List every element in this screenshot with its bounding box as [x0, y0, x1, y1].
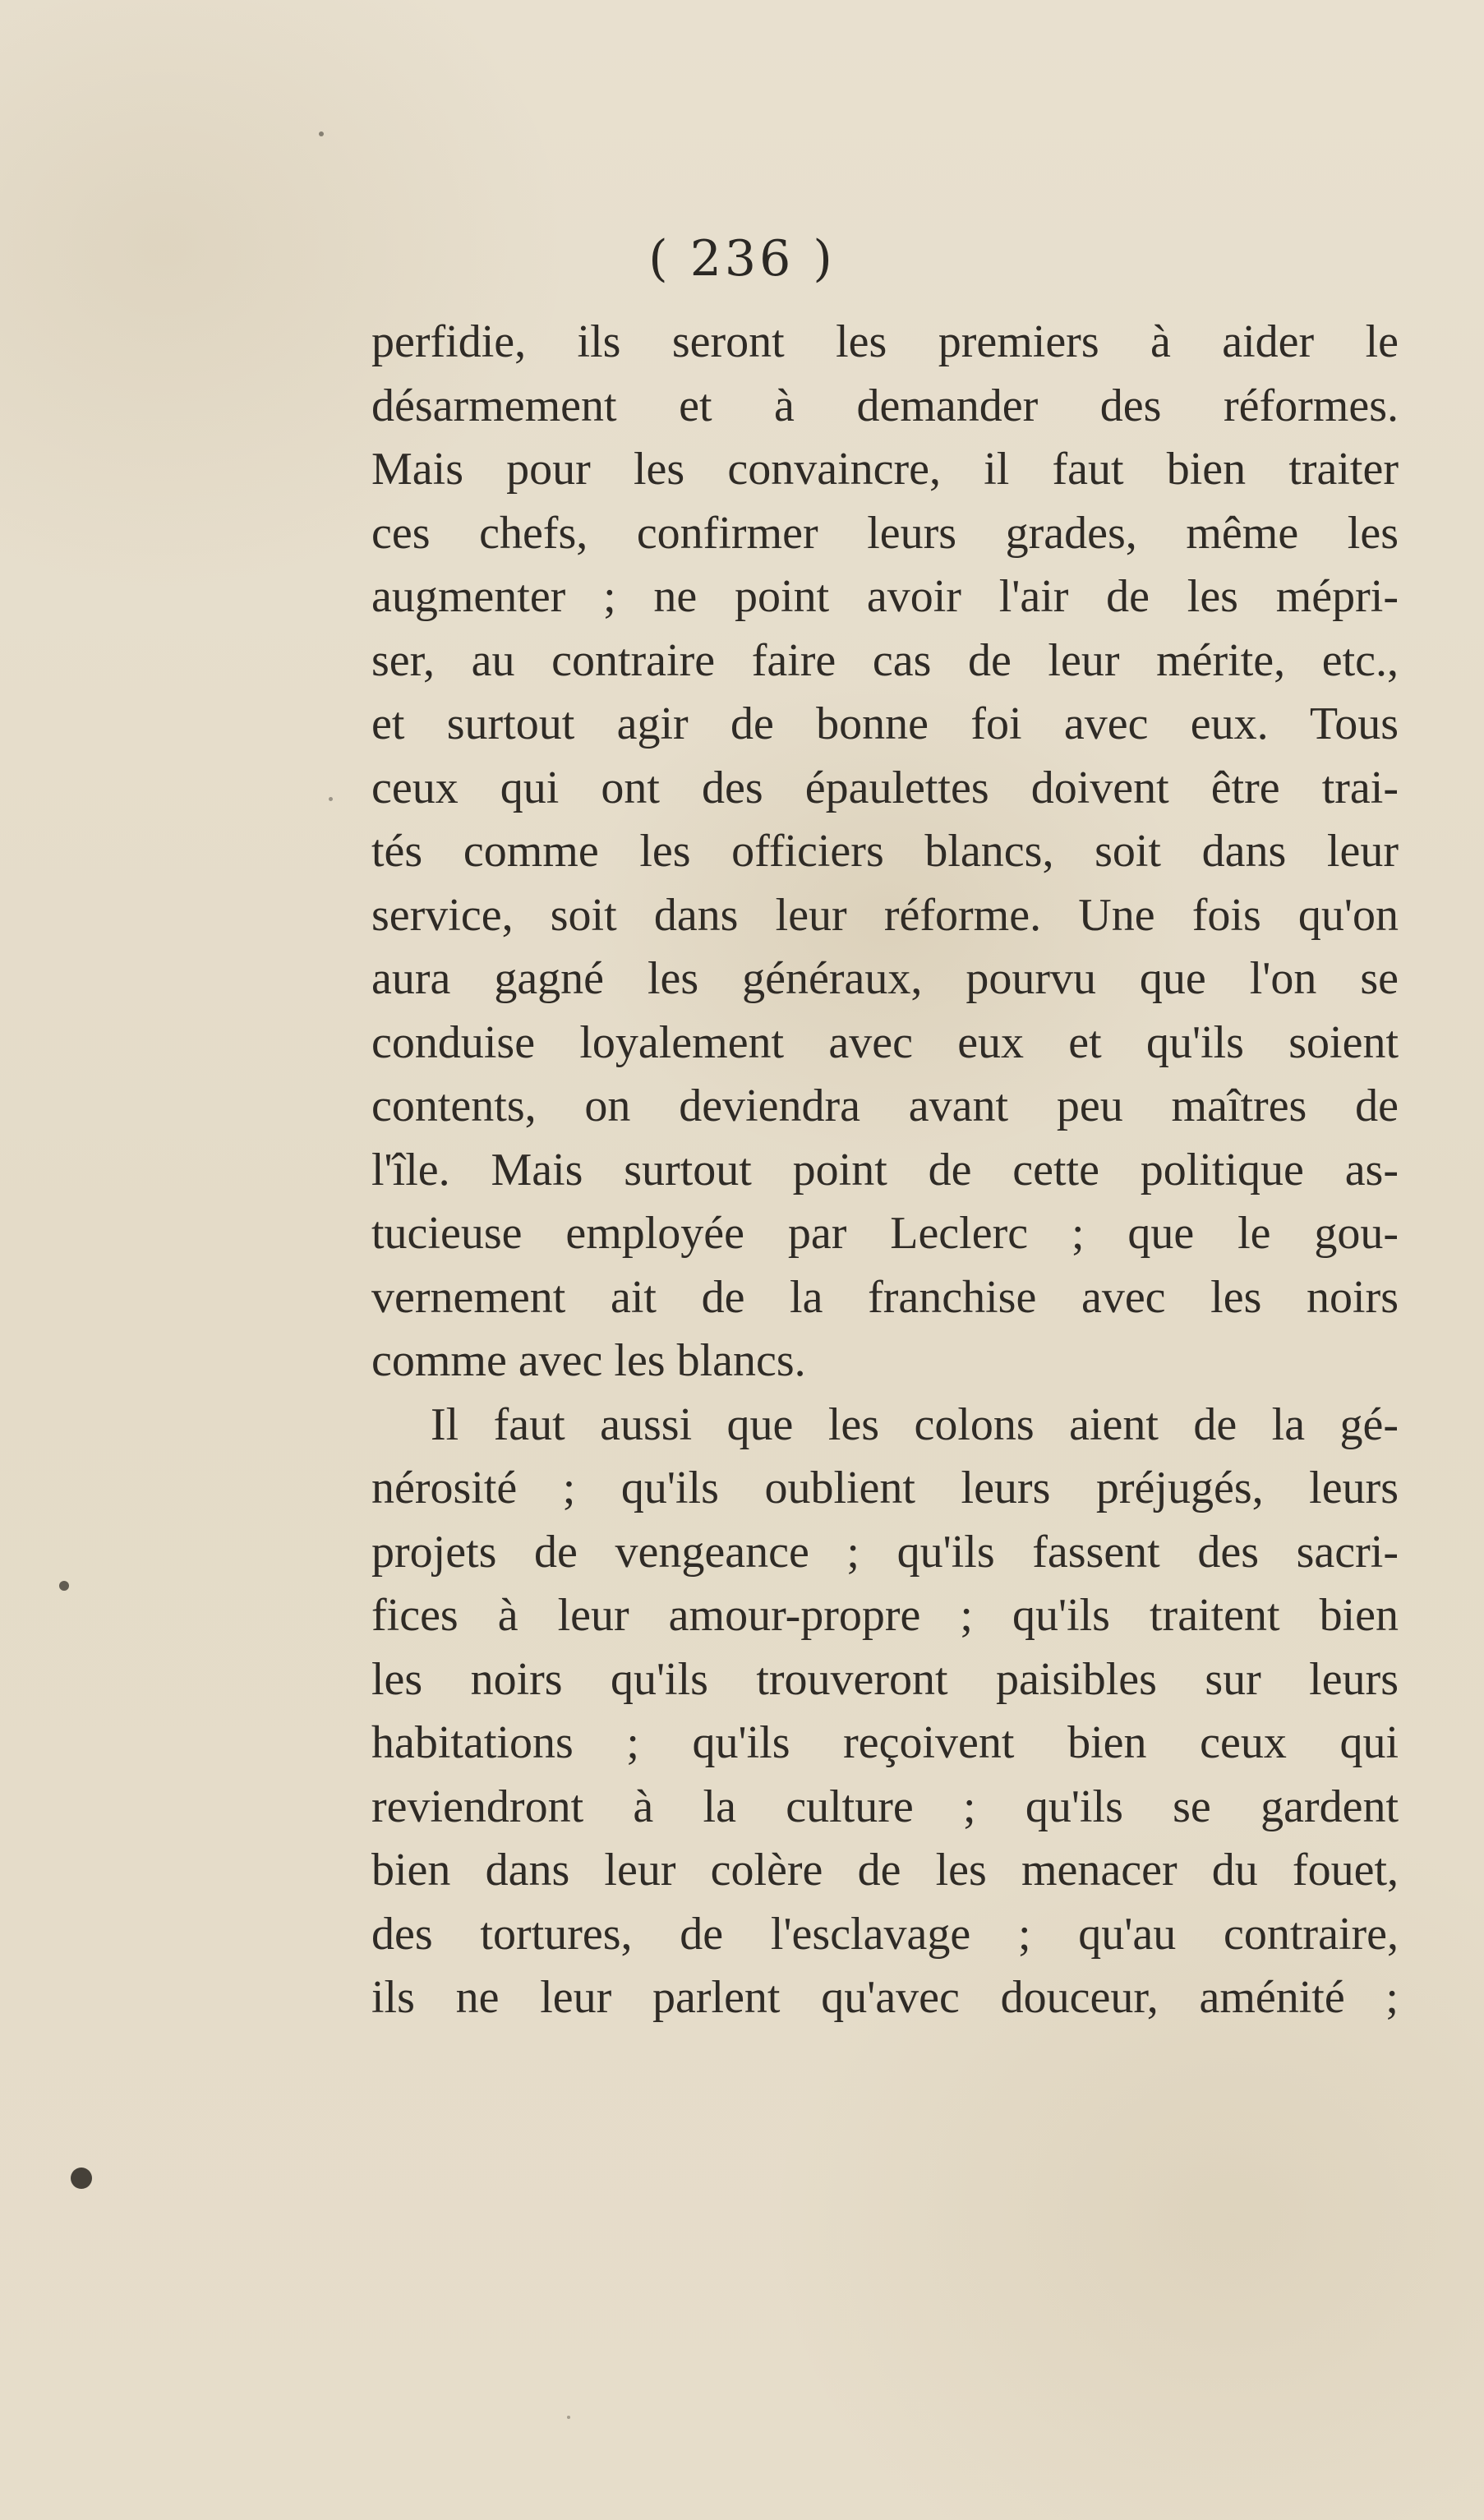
- text-line: ceux qui ont des épaulettes doivent être trai-: [371, 762, 1399, 813]
- text-line: habitations ; qu'ils reçoivent bien ceux qui: [371, 1717, 1399, 1768]
- text-line: service, soit dans leur réforme. Une fois qu'on: [371, 889, 1399, 941]
- text-line: vernement ait de la franchise avec les noirs: [371, 1271, 1399, 1323]
- text-line: ils ne leur parlent qu'avec douceur, aménité ;: [371, 1972, 1399, 2023]
- text-line: conduise loyalement avec eux et qu'ils soient: [371, 1016, 1399, 1068]
- text-line: bien dans leur colère de les menacer du fouet,: [371, 1845, 1399, 1896]
- text-line: et surtout agir de bonne foi avec eux. Tous: [371, 698, 1399, 749]
- paragraph: [371, 311, 1399, 1394]
- ink-speck: [59, 1581, 69, 1591]
- text-line: aura gagné les généraux, pourvu que l'on se: [371, 953, 1399, 1004]
- ink-speck: [319, 131, 324, 136]
- text-line: perfidie, ils seront les premiers à aider le: [371, 316, 1399, 367]
- text-line: tés comme les officiers blancs, soit dans leur: [371, 826, 1399, 877]
- text-line: désarmement et à demander des réformes.: [371, 380, 1399, 431]
- text-line: l'île. Mais surtout point de cette politique as-: [371, 1144, 1399, 1196]
- ink-speck: [329, 797, 333, 801]
- text-line: comme avec les blancs.: [371, 1335, 806, 1386]
- text-line: Il faut aussi que les colons aient de la gé-: [431, 1398, 1399, 1450]
- text-line: reviendront à la culture ; qu'ils se gardent: [371, 1781, 1399, 1832]
- text-line: Mais pour les convaincre, il faut bien traiter: [371, 444, 1399, 495]
- text-line: contents, on deviendra avant peu maîtres de: [371, 1080, 1399, 1131]
- text-line: nérosité ; qu'ils oublient leurs préjugés, leurs: [371, 1463, 1399, 1513]
- paragraph: [371, 1394, 1399, 2030]
- text-line: les noirs qu'ils trouveront paisibles sur leurs: [371, 1653, 1399, 1705]
- text-line: ser, au contraire faire cas de leur mérite, etc.,: [371, 634, 1399, 686]
- ink-speck: [567, 2416, 570, 2419]
- text-line: tucieuse employée par Leclerc ; que le gou-: [371, 1208, 1399, 1259]
- body-text: [371, 311, 1399, 2030]
- ink-speck: [71, 2168, 92, 2189]
- text-line: fices à leur amour-propre ; qu'ils traitent bien: [371, 1590, 1399, 1641]
- text-line: projets de vengeance ; qu'ils fassent des sacri-: [371, 1526, 1399, 1578]
- text-line: ces chefs, confirmer leurs grades, même les: [371, 507, 1399, 559]
- page-number: ( 236 ): [648, 230, 836, 288]
- text-line: des tortures, de l'esclavage ; qu'au contraire,: [371, 1908, 1399, 1960]
- text-line: augmenter ; ne point avoir l'air de les mépri-: [371, 571, 1399, 622]
